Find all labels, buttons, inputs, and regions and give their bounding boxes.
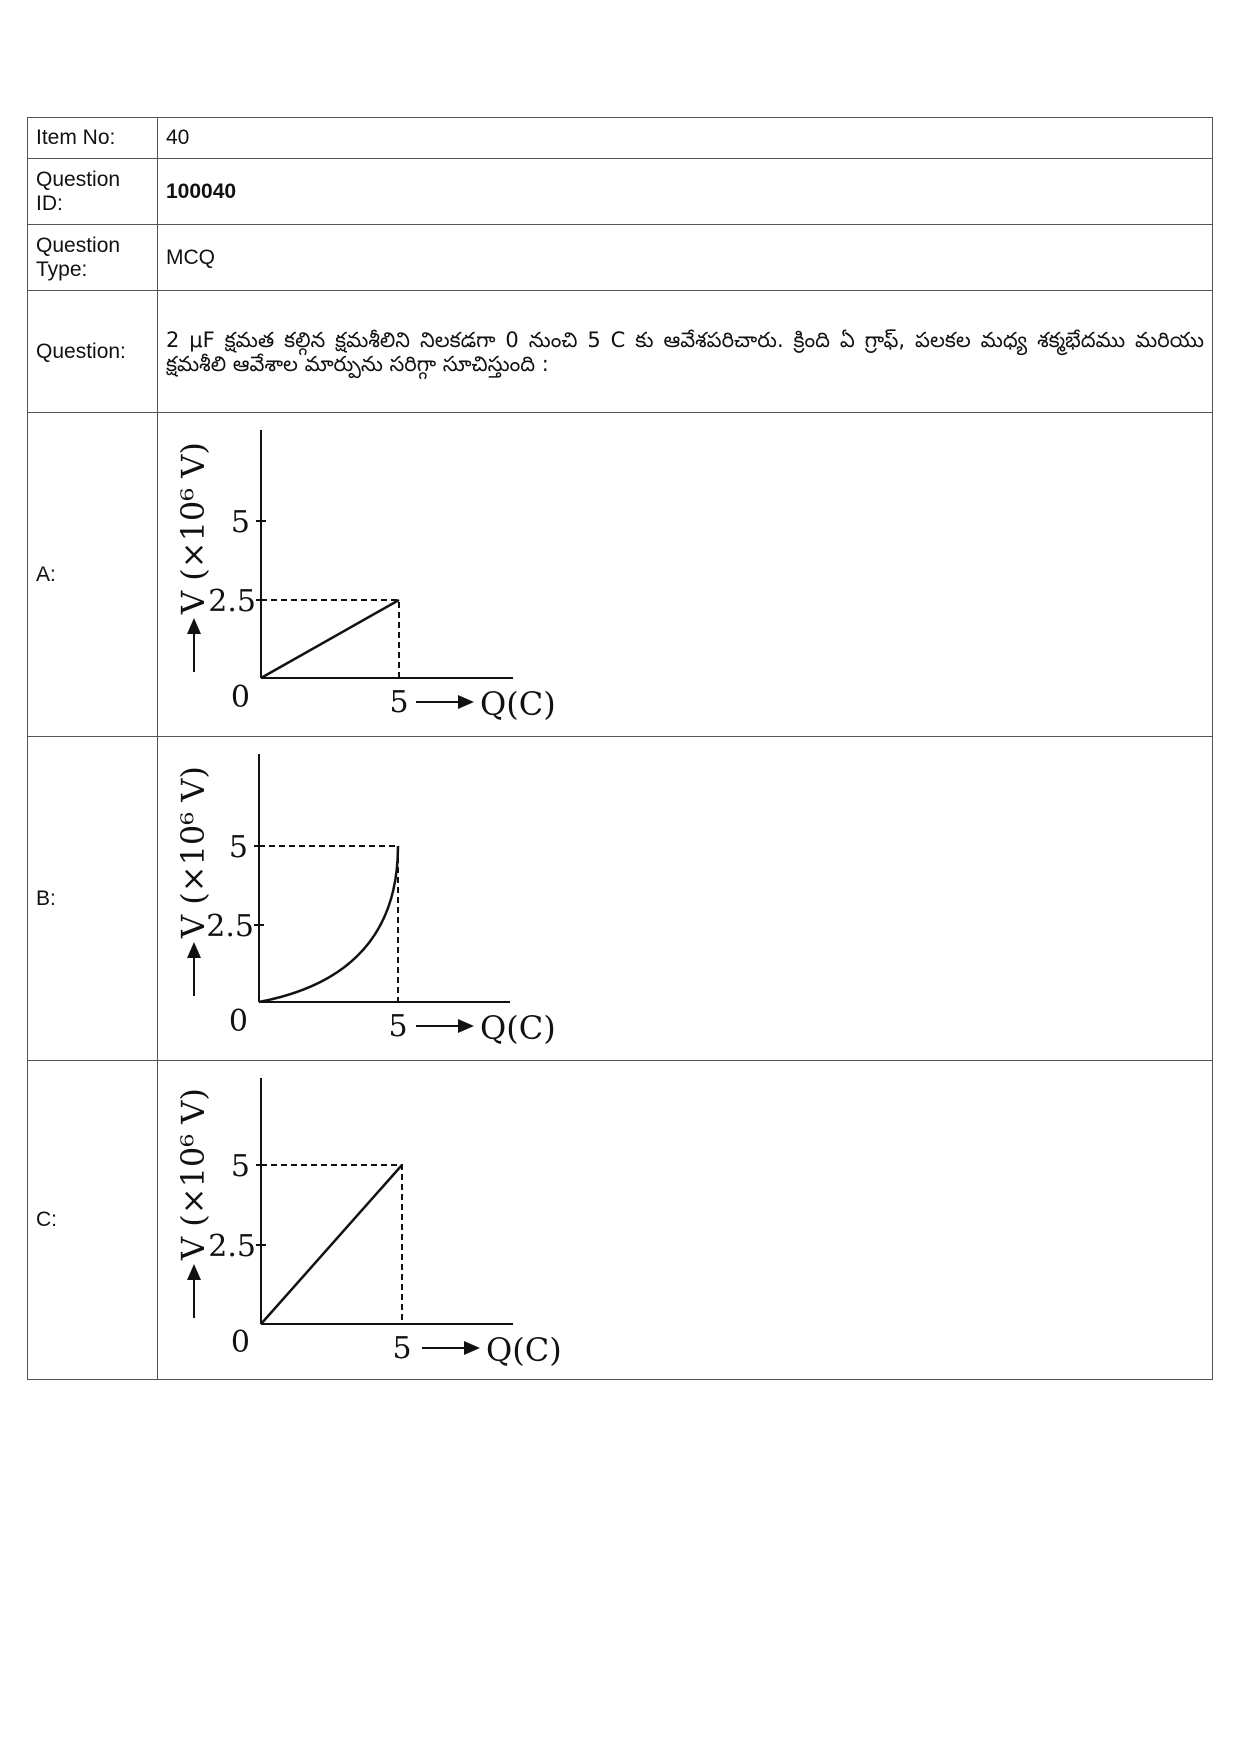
origin-label: 0: [230, 1324, 250, 1360]
y-axis-label: V (×10⁶ V): [174, 441, 212, 614]
question-type-label: Question Type:: [28, 225, 158, 291]
y-axis-arrow: [187, 942, 201, 996]
curve-line: [261, 1165, 402, 1324]
y-axis-arrow: [187, 618, 201, 672]
graph-axes: [261, 430, 513, 678]
question-id-label: Question ID:: [28, 159, 158, 225]
option-b-graph: [158, 738, 578, 1060]
option-row-a: [28, 413, 1213, 737]
y-tick-2-5: 2.5: [208, 583, 256, 619]
option-label: B:: [28, 737, 158, 1061]
x-tick-5: 5: [389, 684, 409, 720]
curve-line: [259, 846, 398, 1002]
x-axis-arrow: [422, 1341, 480, 1355]
x-tick-5: 5: [388, 1008, 408, 1044]
x-axis-label: Q(C): [486, 1330, 562, 1369]
origin-label: 0: [228, 1003, 248, 1039]
curve-line: [261, 600, 399, 678]
y-tick-2-5: 2.5: [208, 1228, 256, 1264]
y-axis-label: V (×10⁶ V): [174, 765, 212, 938]
question-type-row: [28, 225, 1213, 291]
option-label: A:: [28, 413, 158, 737]
question-label: Question:: [28, 291, 158, 413]
x-axis-label: Q(C): [480, 1008, 556, 1047]
option-a-graph: [158, 414, 578, 736]
x-tick-5: 5: [392, 1330, 412, 1366]
x-axis-label: Q(C): [480, 684, 556, 723]
item-value: 40: [158, 118, 1213, 159]
y-tick-2-5: 2.5: [206, 908, 254, 944]
question-text: 2 μF క్షమత కల్గిన క్షమశీలిని నిలకడగా 0 నుంచి 5 C కు ఆవేశపరిచారు. క్రింది ఏ గ్రాఫ్, పలకల మధ్య శక్మభేదము మరియు క్షమశీలి ఆవేశాల మార్పును సరిగ్గా సూచిస్తుంది :: [158, 291, 1213, 413]
option-label: C:: [28, 1061, 158, 1380]
y-tick-5: 5: [230, 504, 250, 540]
question-row: [28, 291, 1213, 413]
question-type-value: MCQ: [158, 225, 1213, 291]
question-table: [27, 117, 1213, 1380]
y-axis-label: V (×10⁶ V): [174, 1087, 212, 1260]
question-id-value: 100040: [158, 159, 1213, 225]
item-label: Item No:: [28, 118, 158, 159]
y-axis-arrow: [187, 1264, 201, 1318]
option-c-graph: [158, 1062, 578, 1379]
y-tick-5: 5: [228, 829, 248, 865]
x-axis-arrow: [416, 695, 474, 709]
x-axis-arrow: [416, 1019, 474, 1033]
origin-label: 0: [230, 679, 250, 715]
graph-axes: [261, 1078, 513, 1324]
option-row-b: [28, 737, 1213, 1061]
graph-axes: [259, 754, 510, 1002]
item-row: [28, 118, 1213, 159]
option-row-c: [28, 1061, 1213, 1380]
question-id-row: [28, 159, 1213, 225]
y-tick-5: 5: [230, 1148, 250, 1184]
